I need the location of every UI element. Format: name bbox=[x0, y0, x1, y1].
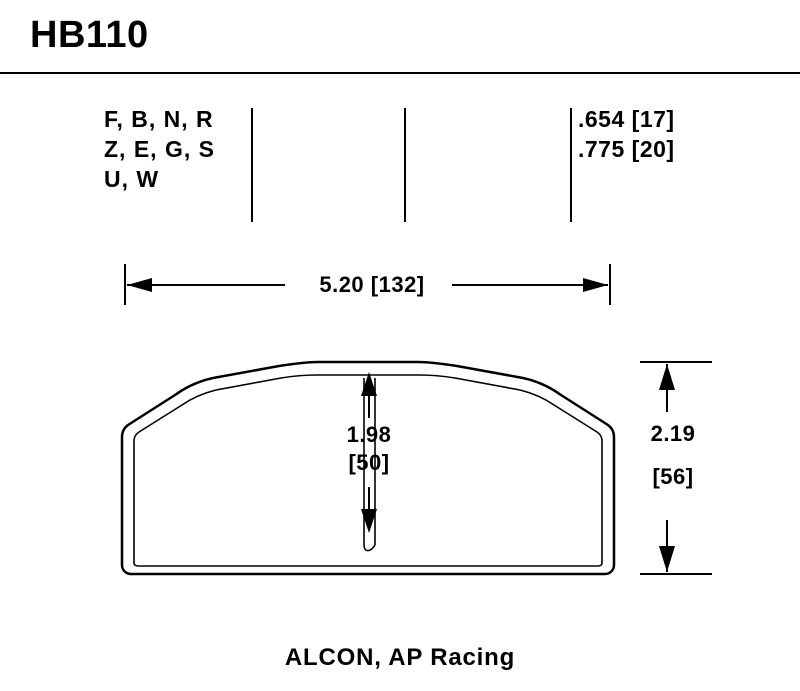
height-label-inches: 2.19 bbox=[650, 421, 696, 446]
slot-height-label-inches: 1.98 bbox=[346, 422, 392, 447]
page-title: HB110 bbox=[30, 14, 149, 56]
manufacturer-label: ALCON, AP Racing bbox=[284, 644, 516, 671]
thickness-line: .654 [17] bbox=[578, 106, 675, 132]
height-label-mm: [56] bbox=[652, 464, 694, 489]
width-dimension-label: 5.20 [132] bbox=[319, 272, 425, 297]
thickness-line: .775 [20] bbox=[578, 136, 675, 162]
compound-code-line: U, W bbox=[104, 166, 160, 192]
compound-code-line: F, B, N, R bbox=[104, 106, 214, 132]
compound-code-line: Z, E, G, S bbox=[104, 136, 215, 162]
slot-height-label-mm: [50] bbox=[348, 450, 390, 475]
